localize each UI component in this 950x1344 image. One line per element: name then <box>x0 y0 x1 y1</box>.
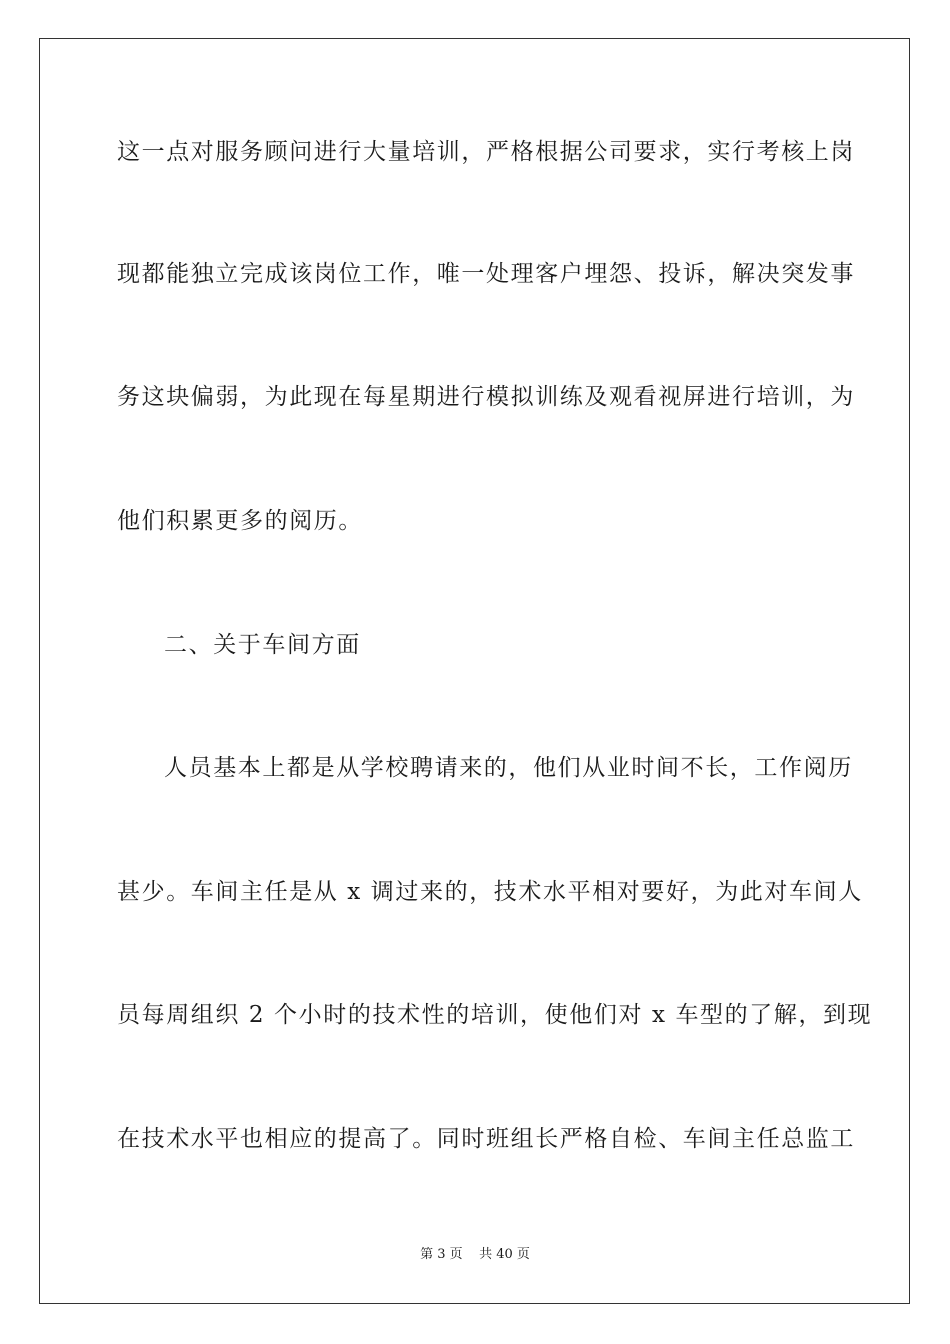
paragraph-line: 务这块偏弱，为此现在每星期进行模拟训练及观看视屏进行培训，为 <box>117 384 855 410</box>
section-heading: 二、关于车间方面 <box>164 632 361 658</box>
page-frame <box>39 38 910 1304</box>
paragraph-line: 在技术水平也相应的提高了。同时班组长严格自检、车间主任总监工 <box>117 1126 855 1152</box>
paragraph-line: 他们积累更多的阅历。 <box>117 508 363 534</box>
paragraph-line: 甚少。车间主任是从 x 调过来的，技术水平相对要好，为此对车间人 <box>117 879 863 905</box>
paragraph-line: 员每周组织 2 个小时的技术性的培训，使他们对 x 车型的了解，到现 <box>117 1002 873 1028</box>
paragraph-line: 人员基本上都是从学校聘请来的，他们从业时间不长，工作阅历 <box>164 755 853 781</box>
page-number: 第 3 页 共 40 页 <box>420 1247 530 1262</box>
paragraph-line: 这一点对服务顾问进行大量培训，严格根据公司要求，实行考核上岗 <box>117 139 855 165</box>
paragraph-line: 现都能独立完成该岗位工作，唯一处理客户埋怨、投诉，解决突发事 <box>117 261 855 287</box>
